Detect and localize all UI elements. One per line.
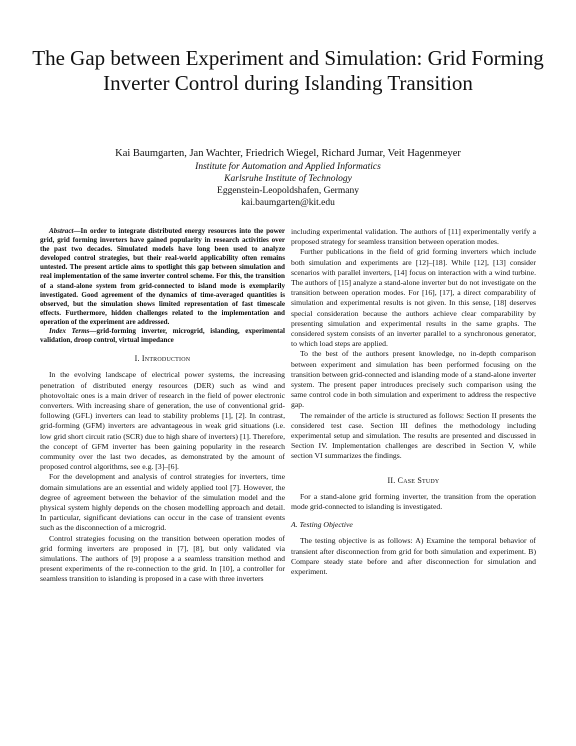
affiliation-location: Eggenstein-Leopoldshafen, Germany [217,186,359,196]
section-number: II. [387,475,398,485]
abstract-text: —In order to integrate distributed energy resources into the power grid, grid forming inverters have gained popularity in research activities over the past two decades. Simulated models have long been used to analyze developed control strategies, but their real-world applicability often remains untested. The present article aims to spotlight this gap between simulation and real implementation of the same inverter control scheme. For this, the transition of a stand-alone system from grid-connected to island mode is exemplarily investigated. Good agreement of the dynamics of time-averaged quantities is observed, but the simulation shows limited representation of fast timescale effects. Furthermore, hidden challenges related to the implementation and operation of the experiment are addressed. [40,227,285,326]
index-terms-text: —grid-forming inverter, microgrid, islanding, experimental validation, droop control, virtual impedance [40,327,286,345]
paragraph: For the development and analysis of control strategies for inverters, time domain simulations are an essential and widely applied tool [7]. However, the degree of agreement between the behavior of the simulation model and the physical system highly depends on the chosen modelling approach and detail. In particular, significant deviations can occur in the case of transient events such as the disconnection of a microgrid. [40,472,285,533]
author-email: kai.baumgarten@kit.edu [241,198,335,208]
section-heading-case-study [291,476,536,486]
paper-title: The Gap between Experiment and Simulation: Grid Forming Inverter Control during Islanding Transition [32,46,544,95]
abstract-label: Abstract [49,227,74,235]
affiliation-institute: Institute for Automation and Applied Informatics [195,162,381,172]
index-terms-label: Index Terms [49,327,90,336]
paragraph: The remainder of the article is structured as follows: Section II presents the considered test case. Section III defines the methodology including experimental setup and simulation. The results are presented and discussed in Section IV. Implementation challenges are described in Section V, while section VI summarizes the findings. [291,410,536,461]
section-title: Case Study [397,475,440,485]
paragraph: Control strategies focusing on the transition between operation modes of grid forming inverters are proposed in [7], [8], but only validated via simulations. The authors of [9] propose a a seamless transition method and present experiments of the re-connection to the grid. In [10], a controller for seamless transition to islanding is proposed in a case with three inverters [40,533,285,584]
right-column [291,227,536,577]
paragraph: Further publications in the field of grid forming inverters which include both simulation and experiments are [12]–[18]. While [12], [13] consider scenarios with parallel inverters, [14] focus on interaction with a wind turbine. The authors of [15] analyze a stand-alone inverter but do not investigate on the transition between operation modes. For [16], [17], a direct comparability of simulation and experimental results is not given. In this sense, [18] deserves special consideration because the authors achieve clear comparability by presenting simulation and experimental results in the same graphs. The considered system consists of an inverter parallel to a synchronous generator, to which load steps are applied. [291,247,536,349]
abstract [40,227,285,327]
paragraph: To the best of the authors present knowledge, no in-depth comparison between experiment and simulation has been performed focusing on the transition between grid-connected and islanding mode of a stand-alone inverter system. The present paper introduces precisely such comparison using the same control code in both simulation and experiment to address the respective gap. [291,349,536,410]
subsection-heading-testing-objective: A. Testing Objective [291,520,353,530]
index-terms [40,327,285,345]
paragraph: The testing objective is as follows: A) Examine the temporal behavior of transient after disconnection from grid for both simulation and experiment. B) Compare steady state before and after disconnection for simulation and experiment. [291,536,536,577]
section-number: I. [134,354,142,364]
left-column [40,227,285,585]
paragraph: For a stand-alone grid forming inverter, the transition from the operation mode grid-connected to islanding is investigated. [291,491,536,512]
paragraph: In the evolving landscape of electrical power systems, the increasing penetration of distributed energy resources (DER) such as wind and photovoltaic ones is a main driver of research in the field of power electronic converters. With increasing share of generation, the use of conventional grid-following (GFL) inverters can lead to stability problems [1], [2]. In contrast, grid-forming (GFM) inverters are advantageous in weak grid situations (i.e. low grid short circuit ratio (SCR) due to high share of inverters) [1]. Therefore, the concept of GFM inverter has been gaining popularity in the research community over the last two decades, as demonstrated by the amount of proposed control algorithms, see e.g. [3]–[6]. [40,370,285,472]
section-title: Introduction [141,354,191,364]
affiliation-university: Karlsruhe Institute of Technology [224,174,352,184]
author-names: Kai Baumgarten, Jan Wachter, Friedrich Wiegel, Richard Jumar, Veit Hagenmeyer [115,148,461,159]
section-heading-introduction [40,354,285,364]
paragraph: including experimental validation. The authors of [11] experimentally verify a proposed strategy for seamless transition between operation modes. [291,227,536,247]
author-block [30,148,546,209]
